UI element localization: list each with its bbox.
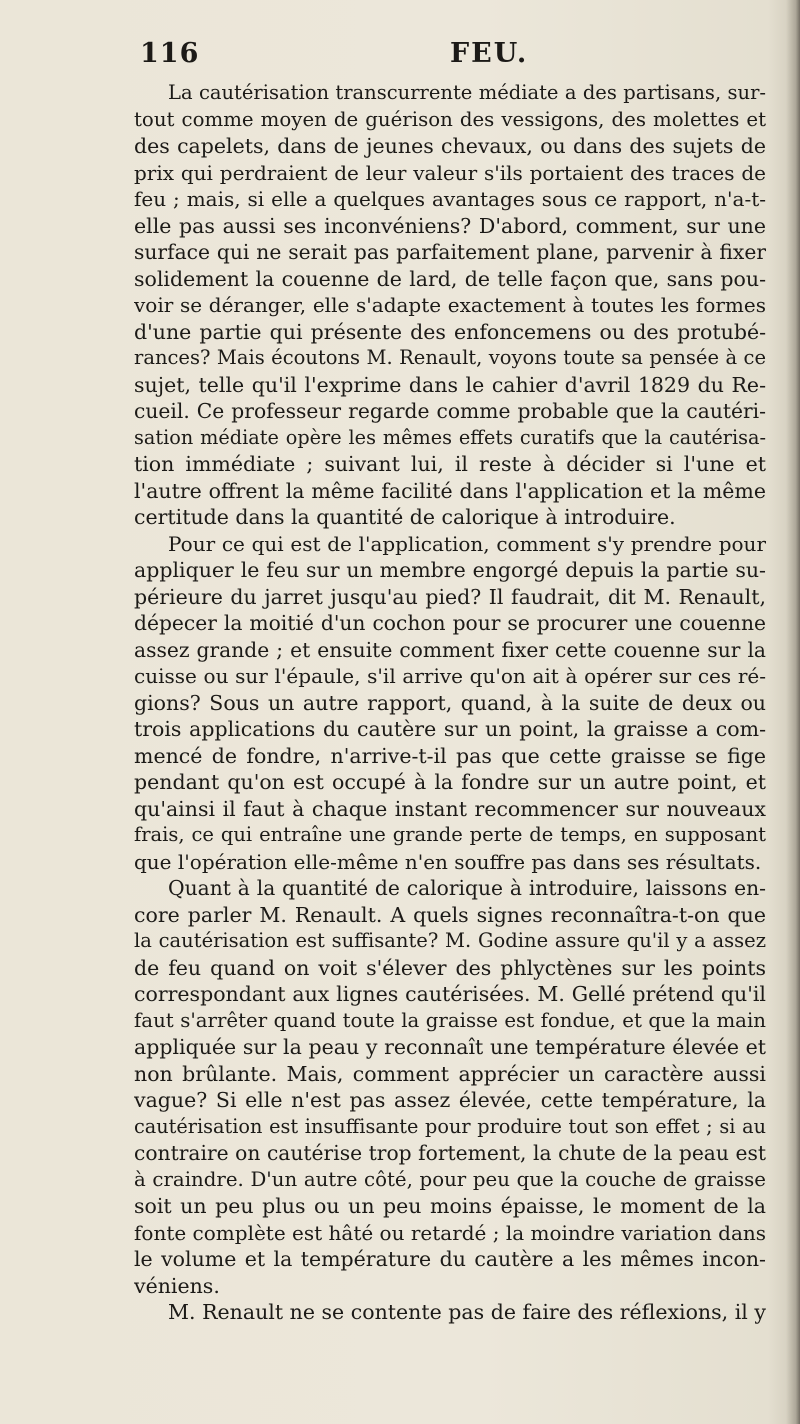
text-line: pendant qu'on est occupé à la fondre sur un autre point, et — [134, 770, 766, 794]
text-line: cueil. Ce professeur regarde comme probable que la cautéri- — [134, 399, 766, 423]
text-line: surface qui ne serait pas parfaitement plane, parvenir à fixer — [134, 240, 766, 264]
text-line: l'autre offrent la même facilité dans l'application et la même — [134, 478, 766, 503]
text-line: Quant à la quantité de calorique à introduire, laissons en- — [168, 876, 766, 900]
text-line: core parler M. Renault. A quels signes reconnaîtra-t-on que — [134, 902, 766, 927]
text-line: frais, ce qui entraîne une grande perte de temps, en supposant — [134, 823, 766, 846]
running-head: FEU. — [450, 38, 529, 69]
text-line: sujet, telle qu'il l'exprime dans le cahier d'avril 1829 du Re- — [134, 372, 766, 397]
text-line: qu'ainsi il faut à chaque instant recommencer sur nouveaux — [134, 796, 766, 821]
text-line: le volume et la température du cautère a les mêmes incon- — [134, 1247, 766, 1271]
text-line: à craindre. D'un autre côté, pour peu que la couche de graisse — [134, 1167, 766, 1191]
text-line: périeure du jarret jusqu'au pied? Il faudrait, dit M. Renault, — [134, 584, 766, 609]
text-line: voir se déranger, elle s'adapte exactement à toutes les formes — [134, 293, 766, 317]
text-line: elle pas aussi ses inconvéniens? D'abord, comment, sur une — [134, 213, 766, 238]
text-line: contraire on cautérise trop fortement, la chute de la peau est — [134, 1141, 766, 1165]
text-line: cautérisation est insuffisante pour produire tout son effet ; si au — [134, 1114, 766, 1138]
text-line: feu ; mais, si elle a quelques avantages sous ce rapport, n'a-t- — [134, 187, 766, 211]
text-line: véniens. — [134, 1273, 220, 1298]
text-line: cuisse ou sur l'épaule, s'il arrive qu'on ait à opérer sur ces ré- — [134, 664, 766, 688]
text-line: solidement la couenne de lard, de telle façon que, sans pou- — [134, 266, 766, 291]
text-line: dépecer la moitié d'un cochon pour se procurer une couenne — [134, 611, 766, 635]
text-line: M. Renault ne se contente pas de faire des réflexions, il y — [168, 1300, 766, 1324]
text-line: prix qui perdraient de leur valeur s'ils portaient des traces de — [134, 160, 766, 185]
text-line: que l'opération elle-même n'en souffre pas dans ses résultats. — [134, 849, 762, 874]
page-header — [140, 38, 760, 78]
page-edge-shadow — [786, 0, 800, 1424]
text-line: soit un peu plus ou un peu moins épaisse, le moment de la — [134, 1194, 766, 1218]
text-line: fonte complète est hâté ou retardé ; la moindre variation dans — [134, 1220, 766, 1245]
text-line: mencé de fondre, n'arrive-t-il pas que cette graisse se fige — [134, 743, 766, 768]
text-line: sation médiate opère les mêmes effets curatifs que la cautérisa- — [134, 425, 766, 449]
text-line: appliquer le feu sur un membre engorgé depuis la partie su- — [134, 558, 766, 582]
text-line: faut s'arrêter quand toute la graisse est fondue, et que la main — [134, 1008, 766, 1032]
text-line: tout comme moyen de guérison des vessigons, des molettes et — [134, 107, 766, 131]
text-line: gions? Sous un autre rapport, quand, à la suite de deux ou — [134, 690, 766, 715]
text-line: appliquée sur la peau y reconnaît une température élevée et — [134, 1035, 766, 1059]
page-number: 116 — [140, 38, 200, 69]
text-line: des capelets, dans de jeunes chevaux, ou dans des sujets de — [134, 134, 766, 158]
text-line: non brûlante. Mais, comment apprécier un caractère aussi — [134, 1061, 766, 1086]
text-line: trois applications du cautère sur un point, la graisse a com- — [134, 717, 766, 741]
text-line: correspondant aux lignes cautérisées. M. Gellé prétend qu'il — [134, 982, 766, 1006]
text-line: rances? Mais écoutons M. Renault, voyons toute sa pensée à ce — [134, 346, 766, 369]
body-text — [134, 80, 766, 1326]
text-line: tion immédiate ; suivant lui, il reste à décider si l'une et — [134, 452, 766, 476]
text-line: assez grande ; et ensuite comment fixer cette couenne sur la — [134, 637, 766, 662]
text-line: Pour ce qui est de l'application, comment s'y prendre pour — [168, 531, 766, 556]
text-line: d'une partie qui présente des enfoncemens ou des protubé- — [134, 319, 766, 344]
text-line: vague? Si elle n'est pas assez élevée, cette température, la — [134, 1088, 766, 1112]
text-line: certitude dans la quantité de calorique à introduire. — [134, 505, 676, 529]
text-line: de feu quand on voit s'élever des phlyctènes sur les points — [134, 955, 766, 980]
text-line: la cautérisation est suffisante? M. Godine assure qu'il y a assez — [134, 929, 766, 952]
text-line: La cautérisation transcurrente médiate a des partisans, sur- — [168, 81, 766, 104]
